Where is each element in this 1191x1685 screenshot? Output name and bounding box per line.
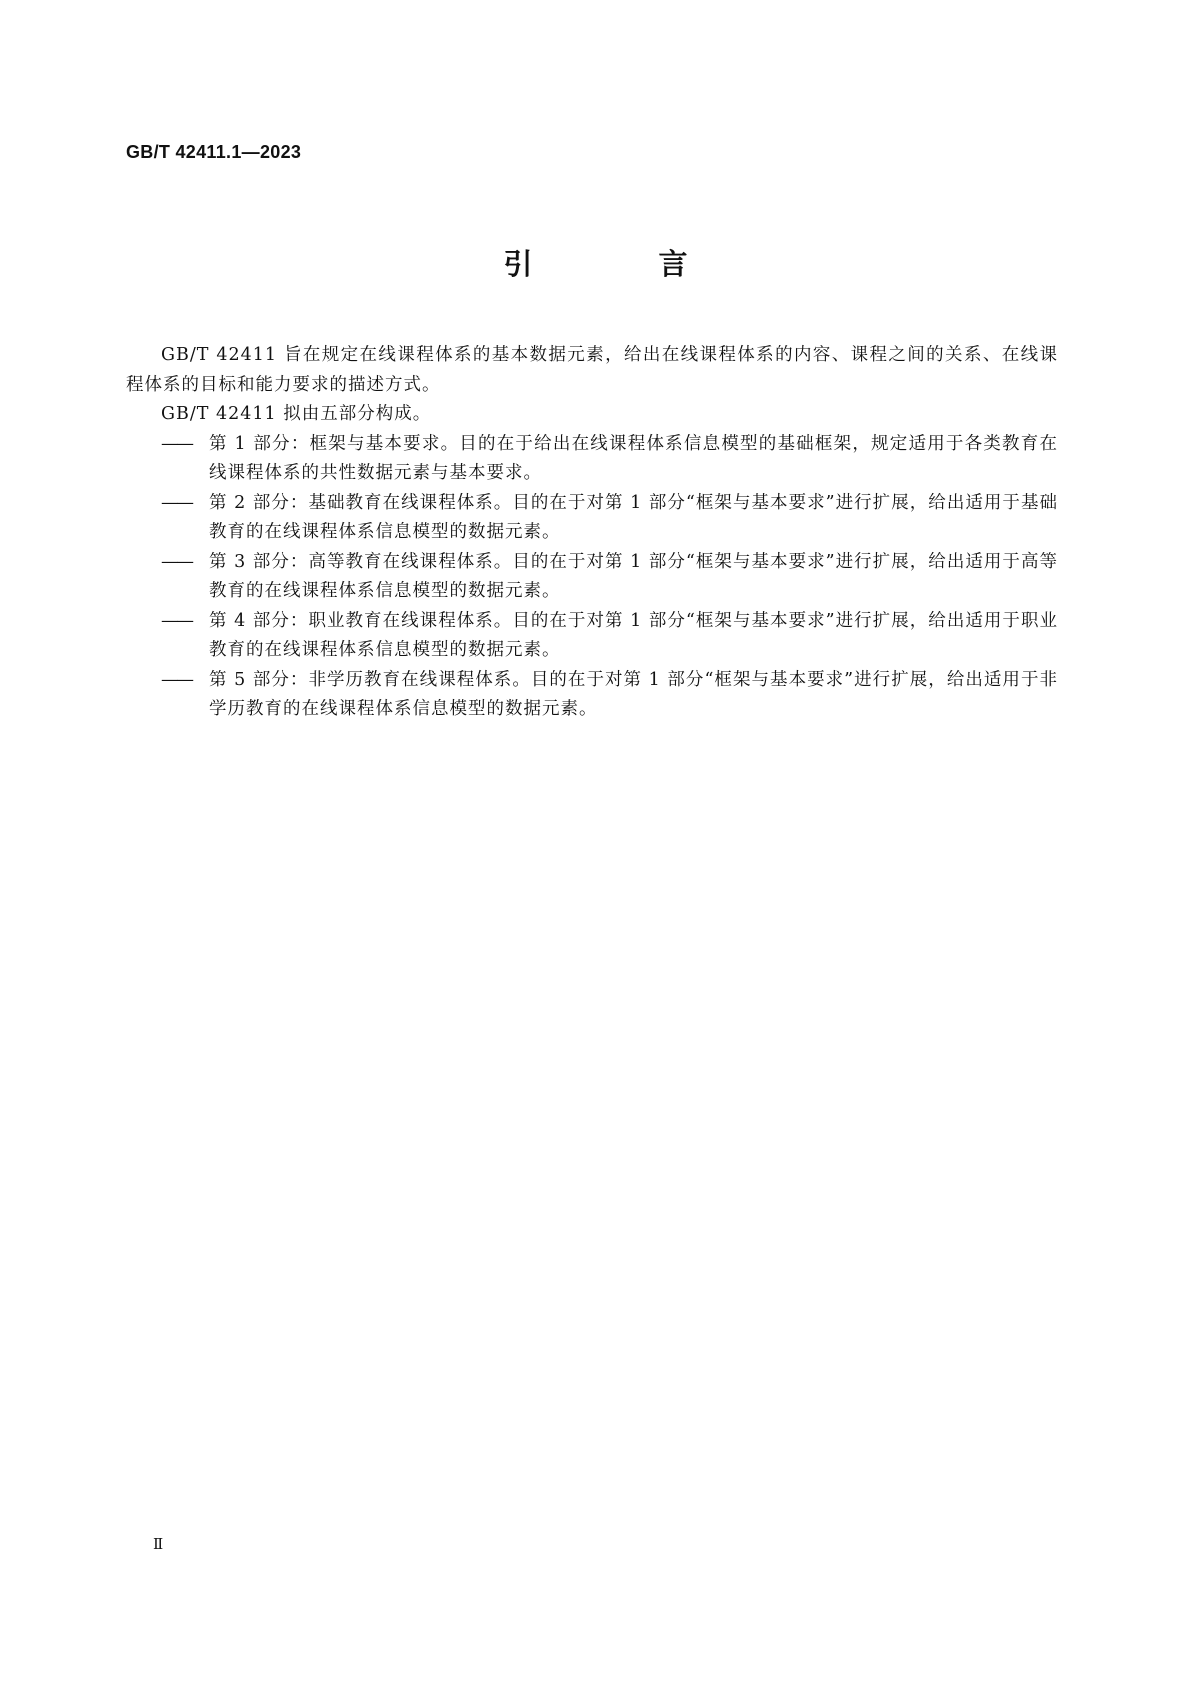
list-item-text: 第 5 部分：非学历教育在线课程体系。目的在于对第 1 部分“框架与基本要求”进行扩展，给出适用于非学历教育的在线课程体系信息模型的数据元素。 [209, 669, 1058, 719]
list-dash: —— [161, 610, 192, 631]
list-item-part-2 [126, 489, 1058, 548]
section-body [126, 341, 1058, 725]
list-item-text: 第 4 部分：职业教育在线课程体系。目的在于对第 1 部分“框架与基本要求”进行扩展，给出适用于职业教育的在线课程体系信息模型的数据元素。 [209, 610, 1058, 660]
list-item-part-4 [126, 607, 1058, 666]
list-item-part-5 [126, 666, 1058, 725]
list-item-part-3 [126, 548, 1058, 607]
list-item-text: 第 1 部分：框架与基本要求。目的在于给出在线课程体系信息模型的基础框架，规定适用于各类教育在线课程体系的共性数据元素与基本要求。 [209, 433, 1058, 483]
list-dash: —— [161, 492, 192, 513]
list-dash: —— [161, 669, 192, 690]
list-item-text: 第 2 部分：基础教育在线课程体系。目的在于对第 1 部分“框架与基本要求”进行扩展，给出适用于基础教育的在线课程体系信息模型的数据元素。 [209, 492, 1058, 542]
page-number: Ⅱ [153, 1535, 163, 1553]
list-item-part-1 [126, 430, 1058, 489]
list-dash: —— [161, 433, 192, 454]
paragraph-purpose: GB/T 42411 旨在规定在线课程体系的基本数据元素，给出在线课程体系的内容、课程之间的关系、在线课程体系的目标和能力要求的描述方式。 [126, 345, 1058, 395]
list-item-text: 第 3 部分：高等教育在线课程体系。目的在于对第 1 部分“框架与基本要求”进行扩展，给出适用于高等教育的在线课程体系信息模型的数据元素。 [209, 551, 1058, 601]
paragraph-structure: GB/T 42411 拟由五部分构成。 [161, 404, 432, 424]
section-title: 引 言 [503, 247, 746, 281]
list-dash: —— [161, 551, 192, 572]
document-id: GB/T 42411.1—2023 [126, 142, 302, 162]
